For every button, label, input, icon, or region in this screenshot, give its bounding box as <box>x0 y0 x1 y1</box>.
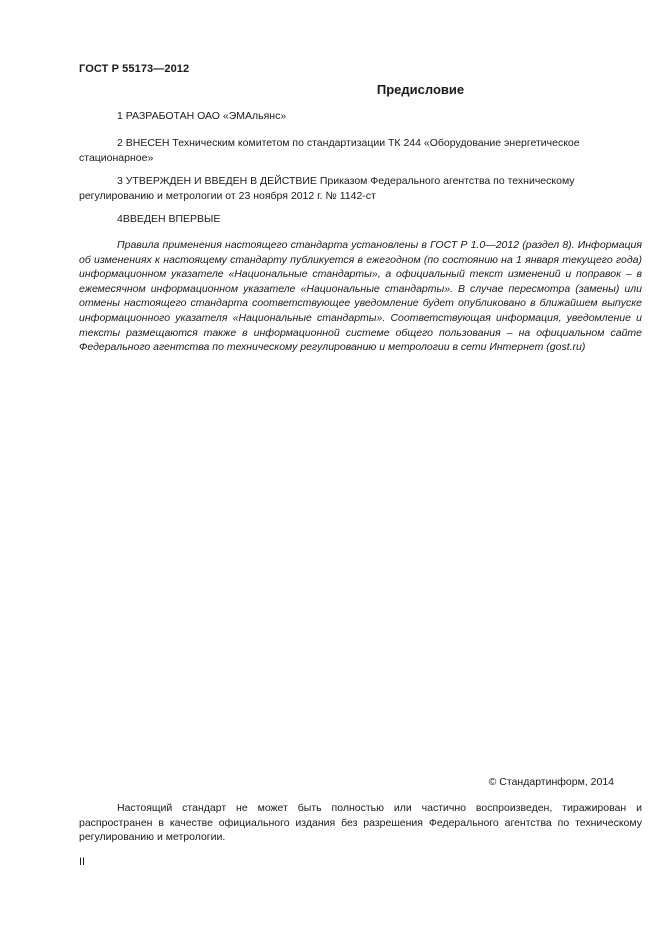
reproduction-notice: Настоящий стандарт не может быть полностью или частично воспроизведен, тиражирован и распространен в качестве официального издания без разрешения Федерального агентства по техническому регулированию и метрологии. <box>79 802 642 843</box>
copyright-notice: © Стандартинформ, 2014 <box>488 776 614 788</box>
document-code: ГОСТ Р 55173—2012 <box>79 63 190 75</box>
page-number: II <box>79 856 86 868</box>
preface-item-4: 4ВВЕДЕН ВПЕРВЫЕ <box>117 213 221 225</box>
application-rules-note: Правила применения настоящего стандарта установлены в ГОСТ Р 1.0—2012 (раздел 8). Информация об изменениях к настоящему стандарту публикуется в ежегодном (по состоянию на 1 января текущего года) информационном указателе «Национальные стандарты», а официальный текст изменений и поправок – в ежемесячном информационном указателе «Национальные стандарты». В случае пересмотра (замены) или отмены настоящего стандарта соответствующее уведомление будет опубликовано в ближайшем выпуске информационного указателя «Национальные стандарты». Соответствующая информация, уведомление и тексты размещаются также в информационной системе общего пользования – на официальном сайте Федерального агентства по техническому регулированию и метрологии в сети Интернет (gost.ru) <box>79 239 642 354</box>
preface-item-3: 3 УТВЕРЖДЕН И ВВЕДЕН В ДЕЙСТВИЕ Приказом Федерального агентства по техническому регулированию и метрологии от 23 ноября 2012 г. № 1142-ст <box>79 175 575 202</box>
preface-item-2: 2 ВНЕСЕН Техническим комитетом по стандартизации ТК 244 «Оборудование энергетическое стационарное» <box>79 137 580 164</box>
preface-title: Предисловие <box>376 82 465 97</box>
preface-item-1: 1 РАЗРАБОТАН ОАО «ЭМАльянс» <box>117 110 287 122</box>
